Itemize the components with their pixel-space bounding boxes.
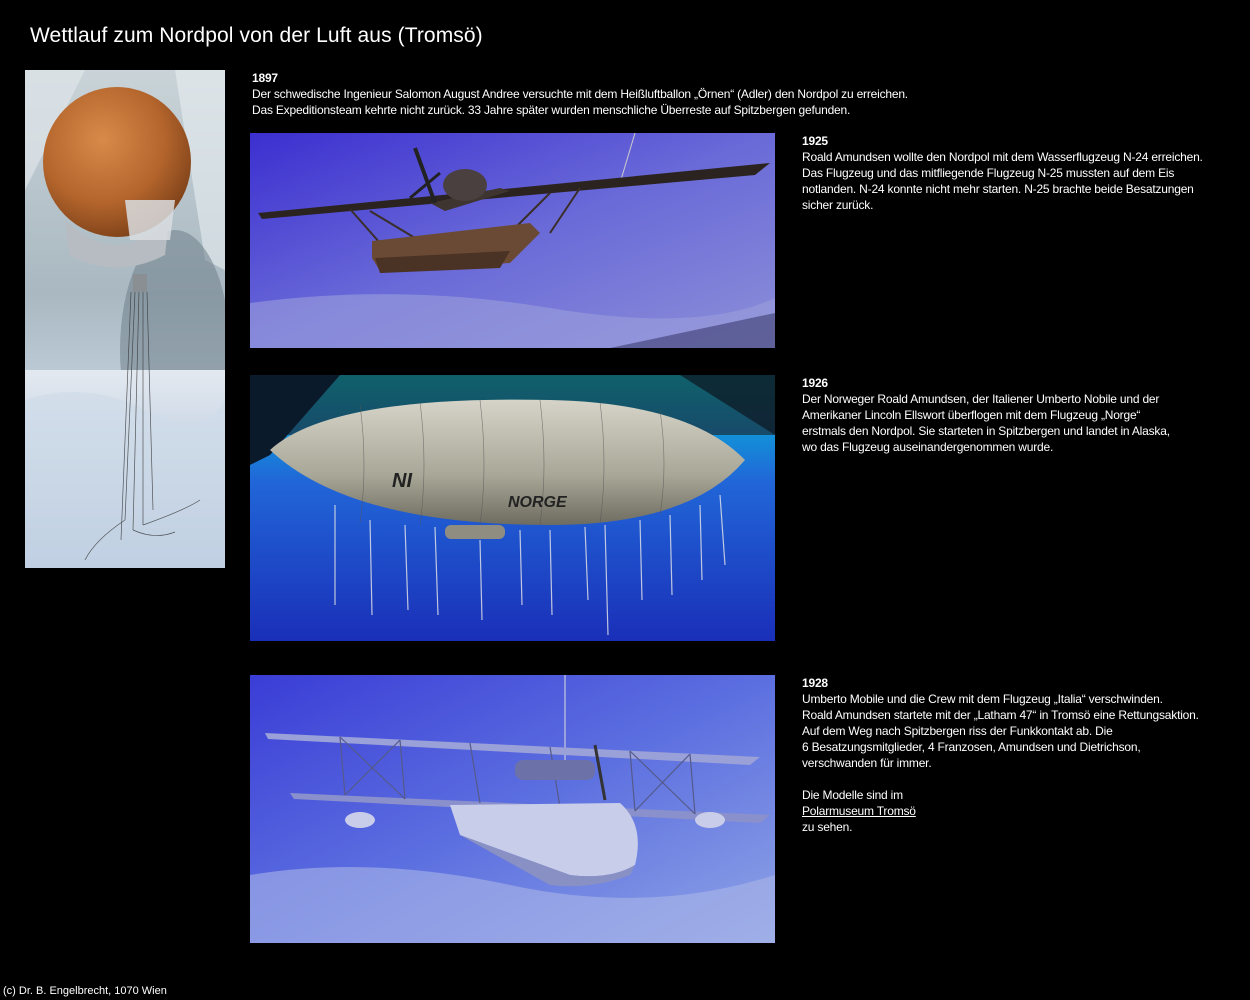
spacer xyxy=(802,771,1242,787)
airship-norge-photo xyxy=(250,375,775,641)
entry-line: Umberto Mobile und die Crew mit dem Flugzeug „Italia“ verschwinden. xyxy=(802,692,1163,706)
entry-1925 xyxy=(802,133,1242,213)
entry-year: 1925 xyxy=(802,134,828,148)
balloon-photo xyxy=(25,70,225,568)
museum-intro: Die Modelle sind im xyxy=(802,788,903,802)
entry-line: Amerikaner Lincoln Ellswort überflogen mit dem Flugzeug „Norge“ xyxy=(802,408,1141,422)
entry-1928 xyxy=(802,675,1242,835)
copyright-footer: (c) Dr. B. Engelbrecht, 1070 Wien xyxy=(3,985,167,997)
entry-line: Roald Amundsen startete mit der „Latham 47“ in Tromsö eine Rettungsaktion. xyxy=(802,708,1199,722)
entry-line: Roald Amundsen wollte den Nordpol mit dem Wasserflugzeug N-24 erreichen. xyxy=(802,150,1203,164)
entry-line: sicher zurück. xyxy=(802,198,874,212)
entry-line: verschwanden für immer. xyxy=(802,756,932,770)
entry-line: wo das Flugzeug auseinandergenommen wurde. xyxy=(802,440,1054,454)
entry-line: notlanden. N-24 konnte nicht mehr starten. N-25 brachte beide Besatzungen xyxy=(802,182,1194,196)
entry-line: Das Expeditionsteam kehrte nicht zurück. 33 Jahre später wurden menschliche Überreste auf Spitzbergen gefunden. xyxy=(252,103,851,117)
entry-year: 1928 xyxy=(802,676,828,690)
latham-47-photo xyxy=(250,675,775,943)
entry-line: Das Flugzeug und das mitfliegende Flugzeug N-25 mussten auf dem Eis xyxy=(802,166,1175,180)
airship-marking-ni: NI xyxy=(392,470,412,492)
entry-year: 1897 xyxy=(252,71,278,85)
seaplane-n24-photo xyxy=(250,133,775,348)
polarmuseum-link[interactable]: Polarmuseum Tromsö xyxy=(802,804,916,818)
entry-1897 xyxy=(252,70,972,118)
entry-line: Der schwedische Ingenieur Salomon August Andree versuchte mit dem Heißluftballon „Örnen“ (Adler) den Nordpol zu erreichen. xyxy=(252,87,908,101)
entry-line: erstmals den Nordpol. Sie starteten in Spitzbergen und landet in Alaska, xyxy=(802,424,1170,438)
museum-outro: zu sehen. xyxy=(802,820,853,834)
page-title: Wettlauf zum Nordpol von der Luft aus (Tromsö) xyxy=(30,24,483,47)
entry-line: Auf dem Weg nach Spitzbergen riss der Funkkontakt ab. Die xyxy=(802,724,1113,738)
airship-marking-norge: NORGE xyxy=(508,494,567,511)
entry-1926 xyxy=(802,375,1242,455)
entry-year: 1926 xyxy=(802,376,828,390)
entry-line: 6 Besatzungsmitglieder, 4 Franzosen, Amundsen und Dietrichson, xyxy=(802,740,1141,754)
entry-line: Der Norweger Roald Amundsen, der Italiener Umberto Nobile und der xyxy=(802,392,1160,406)
